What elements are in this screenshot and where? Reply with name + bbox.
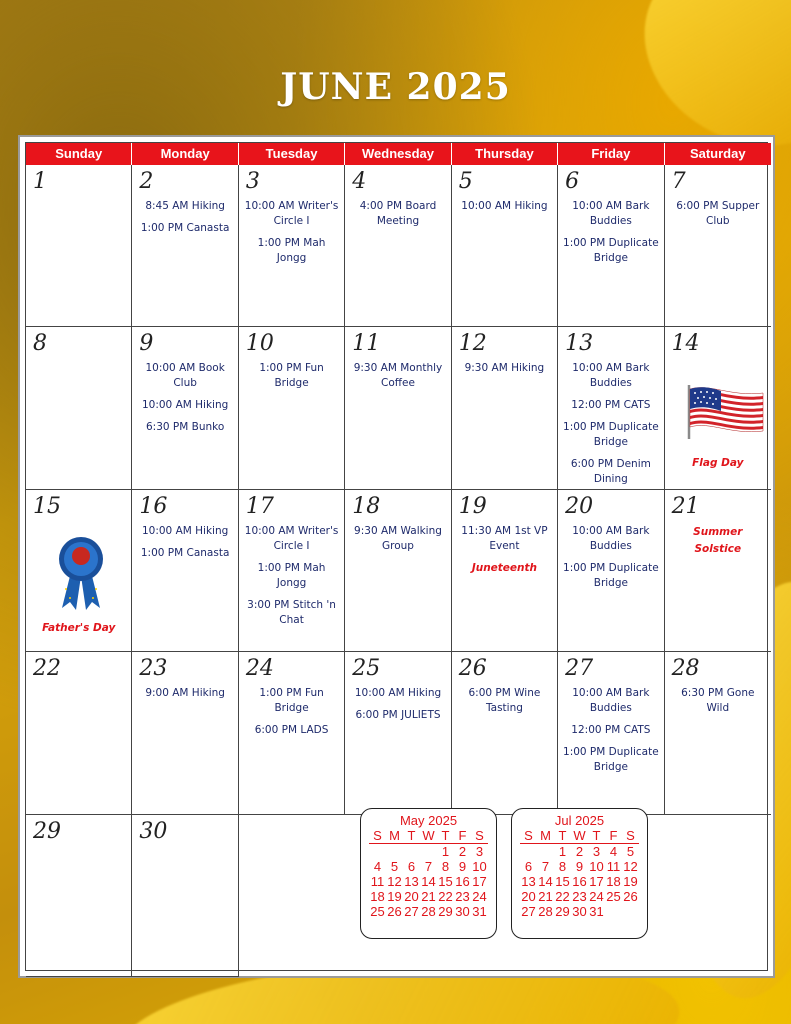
event-item[interactable]: 6:00 PM Wine Tasting xyxy=(468,687,541,715)
mini-day: 15 xyxy=(438,874,453,889)
event-list xyxy=(562,524,659,598)
event-item[interactable]: 1:00 PM Mah Jongg xyxy=(257,237,326,264)
page-title: JUNE 2025 xyxy=(280,66,511,108)
weekday-label: Monday xyxy=(132,143,238,165)
mini-day xyxy=(520,844,537,859)
mini-day: 6 xyxy=(407,859,416,874)
day-cell[interactable] xyxy=(345,327,451,489)
event-list xyxy=(669,199,767,236)
event-list xyxy=(136,199,233,243)
mini-day: 11 xyxy=(370,874,385,889)
mini-weekday-letter: M xyxy=(389,828,400,843)
award-ribbon-icon xyxy=(56,534,106,618)
event-item[interactable]: 1:00 PM Canasta xyxy=(140,546,230,559)
mini-day: 19 xyxy=(387,889,402,904)
day-cell[interactable] xyxy=(558,165,664,327)
day-number: 12 xyxy=(458,331,487,357)
mini-calendar-days xyxy=(520,844,639,919)
day-cell[interactable] xyxy=(345,165,451,327)
mini-day: 21 xyxy=(538,889,553,904)
day-cell[interactable] xyxy=(345,490,451,652)
mini-day: 12 xyxy=(623,859,638,874)
event-list xyxy=(562,361,659,489)
mini-day: 2 xyxy=(575,844,584,859)
mini-day: 1 xyxy=(441,844,450,859)
mini-day: 22 xyxy=(555,889,570,904)
mini-calendars xyxy=(238,792,770,954)
day-cell[interactable] xyxy=(26,165,132,327)
mini-day: 4 xyxy=(609,844,618,859)
holiday-label: Flag Day xyxy=(692,457,744,470)
day-number: 25 xyxy=(352,656,381,682)
event-item[interactable]: 1:00 PM Duplicate Bridge xyxy=(563,421,659,449)
event-item[interactable]: 11:30 AM 1st VP Event xyxy=(461,524,548,552)
event-list xyxy=(349,361,446,398)
mini-weekday-letter: S xyxy=(373,828,382,843)
event-list xyxy=(669,686,767,723)
day-cell[interactable] xyxy=(452,652,558,814)
day-number: 20 xyxy=(565,493,594,519)
mini-weekday-letter: S xyxy=(626,828,635,843)
weekday-label: Saturday xyxy=(689,146,746,161)
event-item[interactable]: 6:30 PM Gone Wild xyxy=(681,687,755,715)
event-list xyxy=(243,199,340,273)
day-cell[interactable] xyxy=(26,490,132,652)
day-cell[interactable] xyxy=(26,652,132,814)
event-item[interactable]: 10:00 AM Book Club xyxy=(145,362,225,390)
mini-day: 25 xyxy=(370,904,385,919)
day-cell[interactable] xyxy=(26,815,132,977)
mini-day: 21 xyxy=(421,889,436,904)
day-cell[interactable] xyxy=(665,327,771,489)
mini-weekday-letter: M xyxy=(540,828,551,843)
mini-day: 4 xyxy=(373,859,382,874)
day-number: 29 xyxy=(33,818,61,844)
day-cell[interactable] xyxy=(132,652,238,814)
mini-weekday-letter: W xyxy=(573,828,586,843)
mini-day: 19 xyxy=(623,874,638,889)
event-list xyxy=(456,686,553,723)
day-number: 30 xyxy=(139,818,168,844)
holiday-label: Juneteenth xyxy=(471,561,538,574)
day-number: 23 xyxy=(139,656,168,682)
event-item[interactable]: 1:00 PM Fun Bridge xyxy=(259,362,324,390)
event-item[interactable]: 12:00 PM CATS xyxy=(571,399,651,412)
mini-day: 31 xyxy=(589,904,604,919)
event-item[interactable]: 1:00 PM Duplicate Bridge xyxy=(563,561,659,589)
mini-day: 5 xyxy=(390,859,399,874)
day-cell[interactable] xyxy=(452,165,558,327)
day-number: 28 xyxy=(671,656,700,682)
mini-weekday-letter: T xyxy=(592,828,601,843)
day-cell[interactable] xyxy=(452,490,558,652)
day-number: 26 xyxy=(458,656,487,682)
day-number: 19 xyxy=(458,493,487,519)
mini-weekday-letter: T xyxy=(558,828,567,843)
mini-day: 7 xyxy=(424,859,433,874)
day-cell[interactable] xyxy=(665,652,771,814)
event-item[interactable]: 1:00 PM Fun Bridge xyxy=(259,687,324,715)
holiday-label: Summer Solstice xyxy=(693,525,743,555)
day-number: 24 xyxy=(245,656,274,682)
mini-weekday-letter: W xyxy=(422,828,435,843)
mini-weekday-letter: T xyxy=(407,828,416,843)
mini-day: 9 xyxy=(575,859,584,874)
event-list xyxy=(243,361,340,398)
day-number: 9 xyxy=(139,331,154,357)
mini-day: 28 xyxy=(538,904,553,919)
day-cell[interactable] xyxy=(239,327,345,489)
mini-day: 8 xyxy=(558,859,567,874)
event-item[interactable]: 9:00 AM Hiking xyxy=(145,687,225,700)
event-list xyxy=(349,524,446,561)
event-item[interactable]: 6:00 PM LADS xyxy=(254,724,329,737)
event-item[interactable]: 10:00 AM Bark Buddies xyxy=(572,524,650,552)
day-number: 17 xyxy=(245,493,274,519)
day-number: 14 xyxy=(671,331,700,357)
mini-day: 31 xyxy=(472,904,487,919)
mini-day: 14 xyxy=(538,874,553,889)
mini-day: 30 xyxy=(572,904,587,919)
mini-day: 9 xyxy=(458,859,467,874)
day-number: 5 xyxy=(458,169,473,194)
mini-day: 14 xyxy=(421,874,436,889)
mini-day: 18 xyxy=(606,874,621,889)
mini-day: 28 xyxy=(421,904,436,919)
day-number: 15 xyxy=(33,493,61,519)
mini-day: 27 xyxy=(521,904,536,919)
event-item[interactable]: 1:00 PM Duplicate Bridge xyxy=(563,746,659,774)
day-cell[interactable] xyxy=(558,327,664,489)
mini-day: 22 xyxy=(438,889,453,904)
day-cell[interactable] xyxy=(665,165,771,327)
mini-day: 17 xyxy=(589,874,604,889)
day-number: 1 xyxy=(33,169,47,194)
day-cell[interactable] xyxy=(132,327,238,489)
day-number: 27 xyxy=(565,656,594,682)
event-item[interactable]: 1:00 PM Canasta xyxy=(140,222,230,234)
event-item[interactable]: 6:30 PM Bunko xyxy=(145,421,225,434)
event-item[interactable]: 10:00 AM Hiking xyxy=(141,524,229,537)
mini-weekday-letter: S xyxy=(475,828,484,843)
event-item[interactable]: 6:00 PM JULIETS xyxy=(355,709,441,722)
mini-day: 3 xyxy=(475,844,484,859)
event-list xyxy=(562,686,659,782)
mini-weekday-letter: F xyxy=(458,828,467,843)
mini-calendar-title: Jul 2025 xyxy=(554,813,605,828)
mini-day: 24 xyxy=(472,889,487,904)
event-item[interactable]: 10:00 AM Hiking xyxy=(461,200,548,212)
event-item[interactable]: 10:00 AM Bark Buddies xyxy=(572,687,650,715)
day-cell[interactable] xyxy=(452,327,558,489)
event-item[interactable]: 6:00 PM Supper Club xyxy=(676,200,760,227)
mini-day: 2 xyxy=(458,844,467,859)
mini-calendar-prev-month xyxy=(360,808,497,939)
mini-day: 24 xyxy=(589,889,604,904)
day-cell[interactable] xyxy=(239,490,345,652)
event-list xyxy=(456,361,553,383)
mini-day xyxy=(369,844,386,859)
day-cell[interactable] xyxy=(558,652,664,814)
event-item[interactable]: 10:00 AM Writer's Circle I xyxy=(244,200,339,227)
mini-day: 26 xyxy=(387,904,402,919)
event-list xyxy=(349,199,446,236)
mini-day: 16 xyxy=(455,874,470,889)
mini-day: 27 xyxy=(404,904,419,919)
day-number: 2 xyxy=(139,169,154,194)
day-cell[interactable] xyxy=(345,652,451,814)
weekday-label: Sunday xyxy=(26,143,132,165)
mini-weekday-letter: F xyxy=(609,828,618,843)
mini-day: 25 xyxy=(606,889,621,904)
day-number: 3 xyxy=(245,169,260,194)
mini-calendar-weekdays xyxy=(369,828,488,844)
mini-calendar-title: May 2025 xyxy=(399,813,458,828)
day-number: 11 xyxy=(352,331,381,357)
mini-day: 3 xyxy=(592,844,601,859)
mini-day: 5 xyxy=(626,844,635,859)
mini-day xyxy=(386,844,403,859)
mini-day: 15 xyxy=(555,874,570,889)
event-list xyxy=(243,686,340,745)
weekday-label: Tuesday xyxy=(239,143,345,165)
mini-day: 10 xyxy=(472,859,487,874)
event-item[interactable]: 10:00 AM Bark Buddies xyxy=(572,200,650,227)
mini-day: 13 xyxy=(404,874,419,889)
day-cell[interactable] xyxy=(558,490,664,652)
event-item[interactable]: 10:00 AM Hiking xyxy=(141,399,229,412)
day-cell[interactable] xyxy=(239,652,345,814)
day-number: 13 xyxy=(565,331,594,357)
day-number: 6 xyxy=(565,169,580,194)
day-cell[interactable] xyxy=(132,815,238,977)
mini-day: 26 xyxy=(623,889,638,904)
mini-weekday-letter: T xyxy=(441,828,450,843)
us-flag-icon xyxy=(685,383,765,445)
day-number: 10 xyxy=(245,331,274,357)
day-cell[interactable] xyxy=(239,165,345,327)
mini-day: 30 xyxy=(455,904,470,919)
day-cell[interactable] xyxy=(132,490,238,652)
mini-day: 16 xyxy=(572,874,587,889)
day-number: 21 xyxy=(671,493,700,519)
mini-day xyxy=(537,844,554,859)
day-number: 18 xyxy=(352,493,381,519)
event-list xyxy=(136,361,233,442)
event-item[interactable]: 4:00 PM Board Meeting xyxy=(359,200,437,227)
mini-day: 13 xyxy=(521,874,536,889)
event-list xyxy=(456,199,553,221)
mini-day: 8 xyxy=(441,859,450,874)
event-list xyxy=(562,199,659,273)
event-list xyxy=(136,524,233,568)
mini-day: 29 xyxy=(438,904,453,919)
mini-day xyxy=(420,844,437,859)
event-item[interactable]: 10:00 AM Writer's Circle I xyxy=(244,524,339,552)
mini-day: 1 xyxy=(558,844,567,859)
day-number: 4 xyxy=(352,169,367,194)
mini-day: 23 xyxy=(455,889,470,904)
day-number: 16 xyxy=(139,493,168,519)
mini-day: 12 xyxy=(387,874,402,889)
event-item[interactable]: 12:00 PM CATS xyxy=(571,724,651,737)
event-list xyxy=(243,524,340,635)
weekday-header-row xyxy=(26,143,771,165)
mini-calendar-days xyxy=(369,844,488,919)
event-item[interactable]: 1:00 PM Duplicate Bridge xyxy=(563,237,659,264)
mini-day: 18 xyxy=(370,889,385,904)
weekday-label: Friday xyxy=(558,143,664,165)
event-list xyxy=(349,686,446,730)
mini-day: 10 xyxy=(589,859,604,874)
event-list xyxy=(136,686,233,708)
mini-day: 11 xyxy=(606,859,621,874)
day-number: 22 xyxy=(33,656,61,682)
mini-day: 17 xyxy=(472,874,487,889)
event-item[interactable]: 8:45 AM Hiking xyxy=(145,200,225,212)
event-item[interactable]: 10:00 AM Bark Buddies xyxy=(572,362,650,390)
calendar-frame xyxy=(18,135,775,978)
mini-day: 6 xyxy=(524,859,533,874)
day-cell[interactable] xyxy=(132,165,238,327)
mini-weekday-letter: S xyxy=(524,828,533,843)
mini-calendar-weekdays xyxy=(520,828,639,844)
event-item[interactable]: 10:00 AM Hiking xyxy=(354,687,442,700)
weekday-label: Wednesday xyxy=(345,143,451,165)
mini-day: 20 xyxy=(404,889,419,904)
day-cell[interactable] xyxy=(665,490,771,652)
weekday-label: Thursday xyxy=(452,143,558,165)
day-number: 7 xyxy=(671,169,686,194)
event-item[interactable]: 6:00 PM Denim Dining xyxy=(570,458,651,486)
mini-day: 20 xyxy=(521,889,536,904)
mini-day xyxy=(403,844,420,859)
event-item[interactable]: 9:30 AM Hiking xyxy=(464,362,545,375)
event-item[interactable]: 9:30 AM Walking Group xyxy=(354,524,442,552)
mini-calendar-next-month xyxy=(511,808,648,939)
event-list xyxy=(456,524,553,576)
event-item[interactable]: 3:00 PM Stitch 'n Chat xyxy=(247,598,336,626)
day-number: 8 xyxy=(33,331,47,357)
mini-day: 7 xyxy=(541,859,550,874)
event-item[interactable]: 9:30 AM Monthly Coffee xyxy=(353,362,443,390)
event-item[interactable]: 1:00 PM Mah Jongg xyxy=(257,561,326,589)
holiday-label: Father's Day xyxy=(42,621,116,634)
mini-day: 23 xyxy=(572,889,587,904)
day-cell[interactable] xyxy=(26,327,132,489)
mini-day: 29 xyxy=(555,904,570,919)
